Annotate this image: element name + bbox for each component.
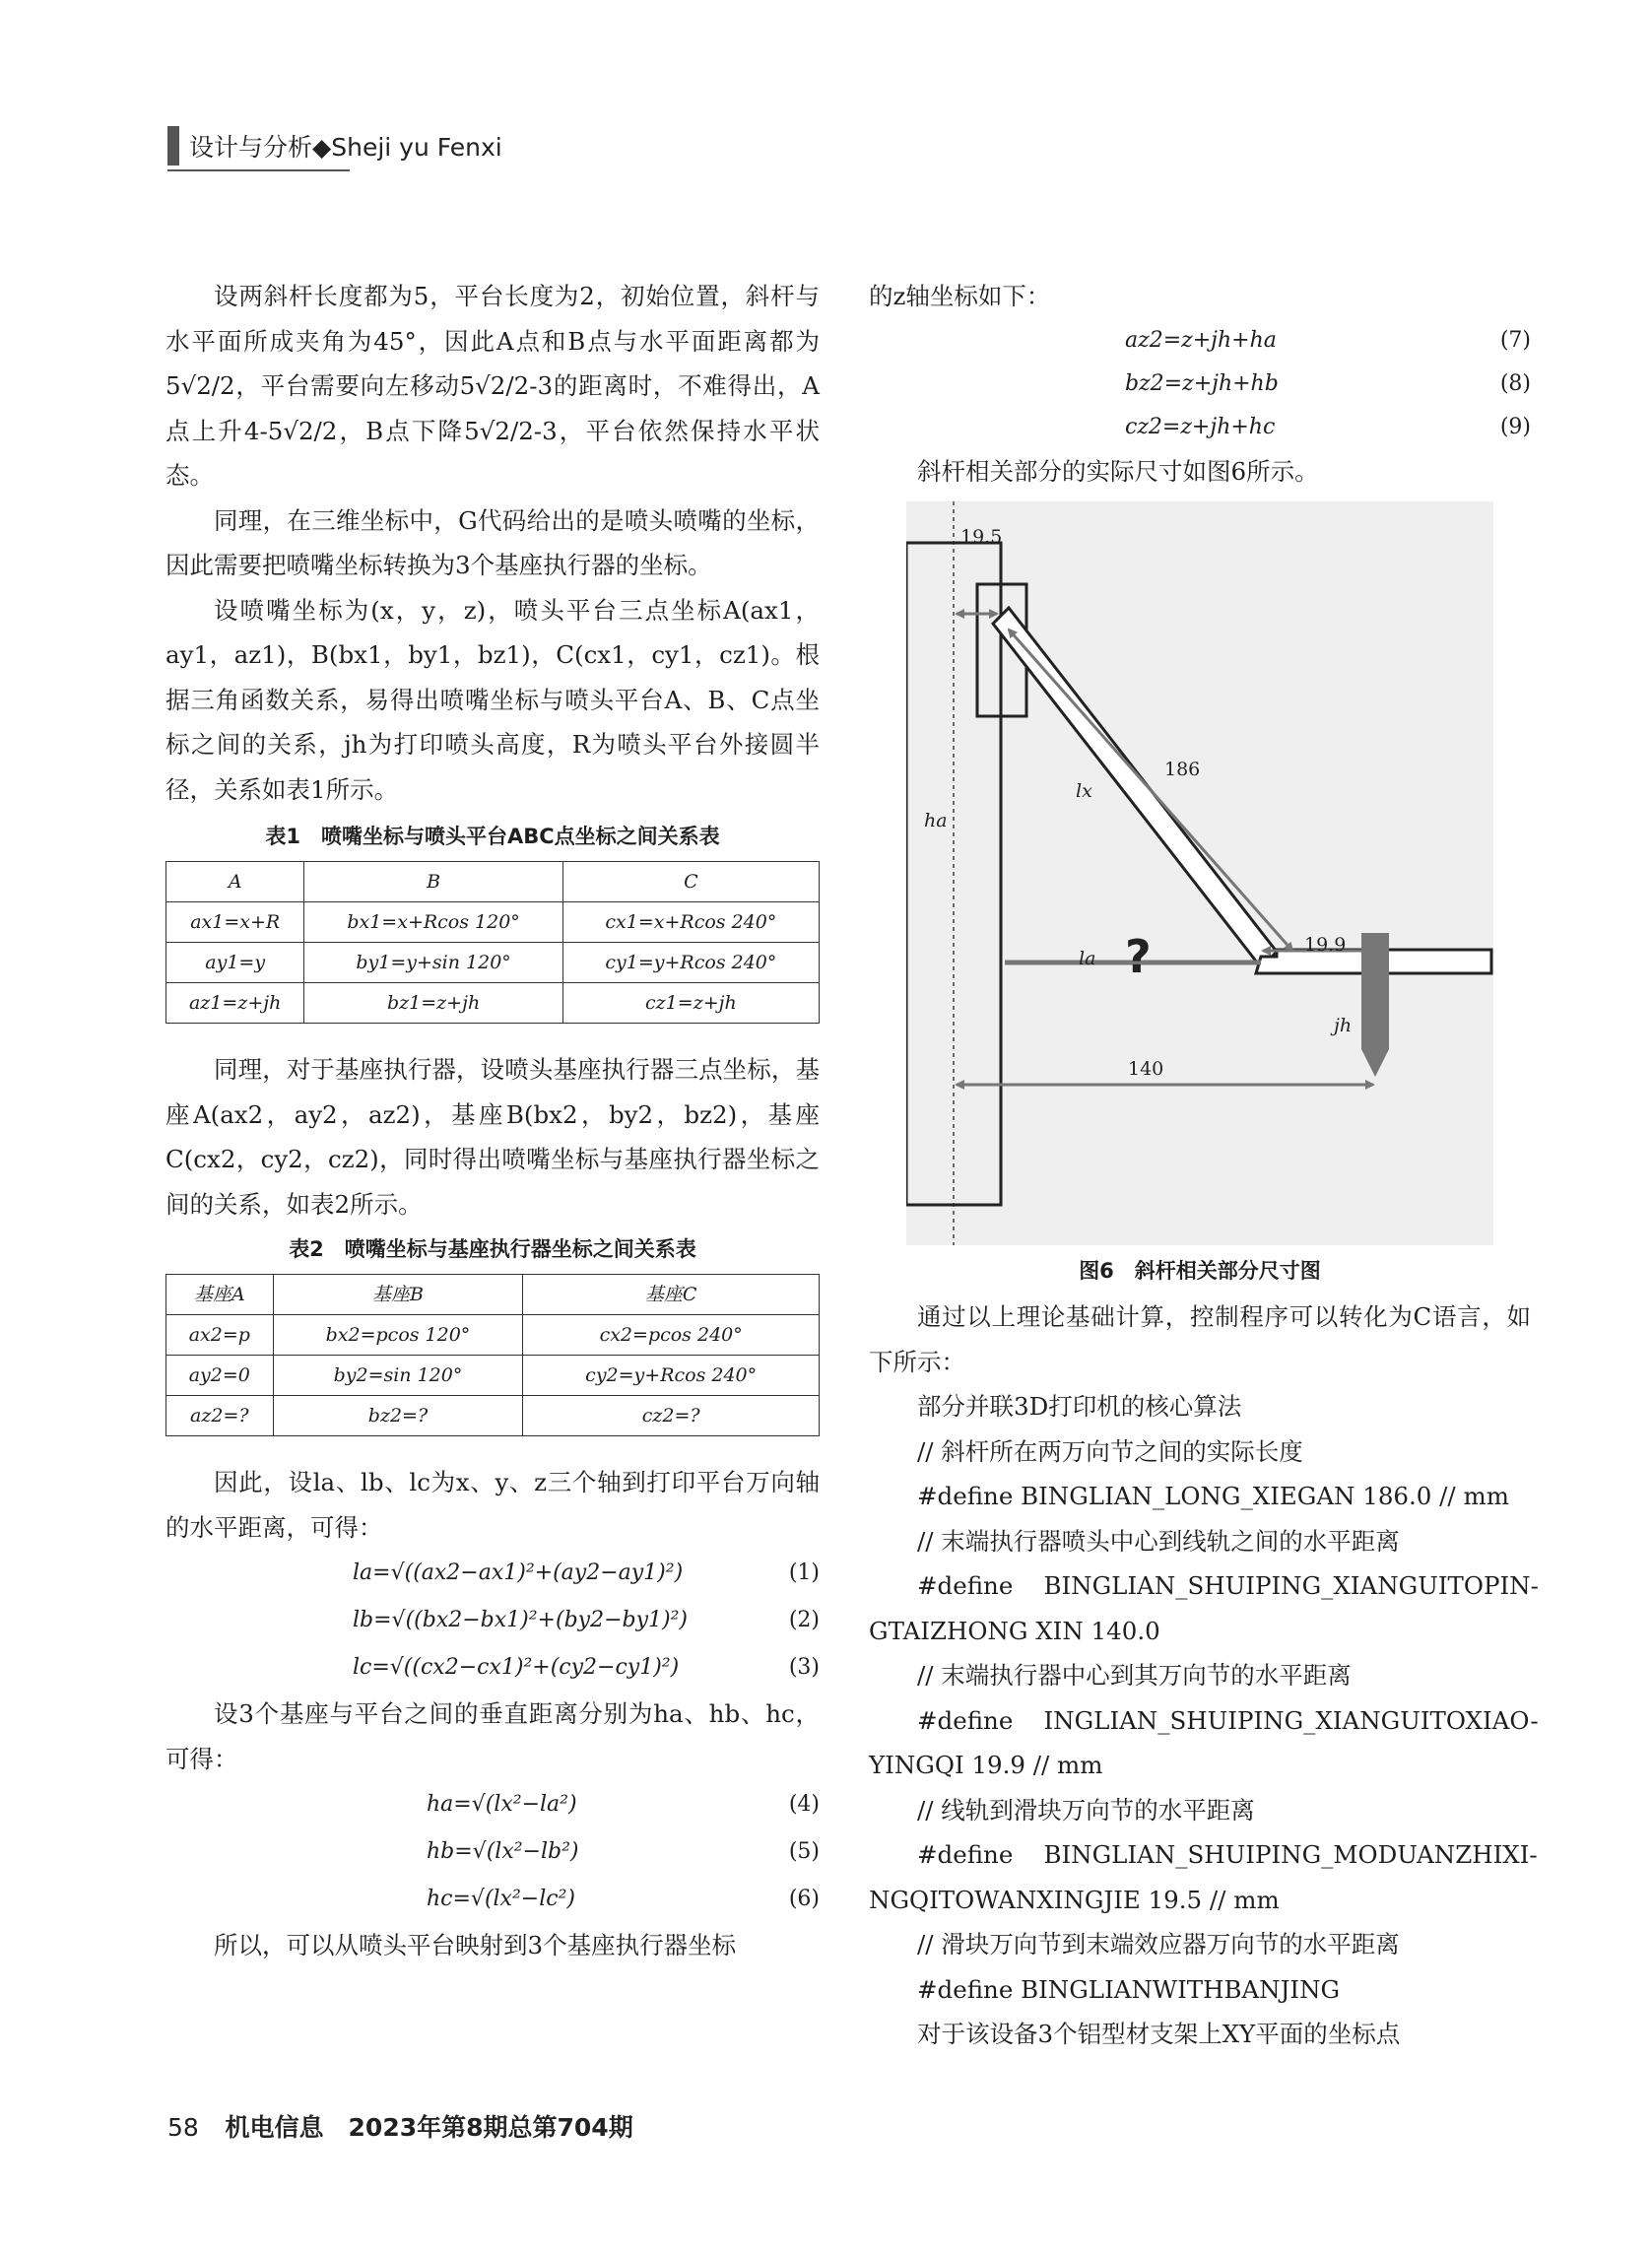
equation-formula: hc=√(lx²−lc²) (427, 1887, 575, 1911)
dim-label-19-5: 19.5 (960, 526, 1003, 548)
table-header: C (562, 862, 819, 902)
code-line: NGQITOWANXINGJIE 19.5 // mm (869, 1885, 1280, 1914)
dim-label-140: 140 (1128, 1058, 1164, 1080)
code-line: // 斜杆所在两万向节之间的实际长度 (917, 1436, 1303, 1466)
label-la: la (1079, 948, 1096, 969)
code-line: // 末端执行器喷头中心到线轨之间的水平距离 (917, 1526, 1400, 1556)
table-row (166, 983, 820, 1024)
header-marker (167, 126, 179, 166)
code-line: YINGQI 19.9 // mm (869, 1751, 1103, 1779)
running-header: 设计与分析◆Sheji yu Fenxi (189, 133, 502, 162)
question-mark: ? (1125, 930, 1152, 983)
code-line: // 线轨到滑块万向节的水平距离 (917, 1795, 1255, 1825)
page-number: 58 (167, 2113, 199, 2142)
equation-7 (869, 319, 1531, 363)
equation-formula: bz2=z+jh+hb (1125, 370, 1279, 396)
table-cell: ax2=p (166, 1315, 274, 1356)
table-cell: cy1=y+Rcos 240° (562, 943, 819, 983)
equation-9 (869, 406, 1531, 449)
table-cell: bx1=x+Rcos 120° (304, 902, 562, 943)
equation-formula: az2=z+jh+ha (1125, 327, 1277, 353)
paragraph: 设两斜杆长度都为5，平台长度为2，初始位置，斜杆与水平面所成夹角为45°，因此A点和B点与水平面距离都为5√2/2，平台需要向左移动5√2/2-3的距离时，不难得出，A点上升4-5√2/2，B点下降5√2/2-3，平台依然保持水平状态。 (165, 282, 820, 490)
equation-formula: ha=√(lx²−la²) (427, 1792, 577, 1817)
table2-caption: 表2 喷嘴坐标与基座执行器坐标之间关系表 (289, 1237, 696, 1261)
code-line: // 末端执行器中心到其万向节的水平距离 (917, 1661, 1352, 1690)
table-cell: ax1=x+R (166, 902, 304, 943)
equation-formula: lb=√((bx2−bx1)²+(by2−by1)²) (353, 1608, 689, 1632)
equation-number: (1) (788, 1560, 820, 1585)
paragraph: 所以，可以从喷头平台映射到3个基座执行器坐标 (214, 1931, 737, 1959)
code-line: #define BINGLIAN_SHUIPING_MODUANZHIXI- (917, 1840, 1538, 1869)
figure-6 (906, 501, 1493, 1245)
equation-8 (869, 363, 1531, 406)
dim-label-19-9: 19.9 (1304, 934, 1347, 956)
table-row (166, 1356, 820, 1396)
code-line: 部分并联3D打印机的核心算法 (917, 1392, 1242, 1421)
table-cell: ay2=0 (166, 1356, 274, 1396)
table-header: 基座B (273, 1275, 523, 1315)
table-cell: cx2=pcos 240° (523, 1315, 820, 1356)
right-column (869, 274, 1539, 2057)
equation-6 (165, 1876, 820, 1923)
table-header: 基座A (166, 1275, 274, 1315)
diagram (906, 501, 1493, 1245)
equation-2 (165, 1597, 820, 1644)
table2 (165, 1274, 820, 1436)
paragraph: 对于该设备3个铝型材支架上XY平面的坐标点 (917, 2020, 1401, 2048)
label-ha: ha (924, 810, 948, 831)
table-cell: az2=? (166, 1396, 274, 1436)
paragraph: 斜杆相关部分的实际尺寸如图6所示。 (917, 456, 1319, 486)
code-line: #define BINGLIAN_LONG_XIEGAN 186.0 // mm (917, 1482, 1509, 1510)
code-line: GTAIZHONG XIN 140.0 (869, 1616, 1160, 1645)
table1-caption: 表1 喷嘴坐标与喷头平台ABC点坐标之间关系表 (265, 825, 720, 848)
paragraph: 设喷嘴坐标为(x，y，z)，喷头平台三点坐标A(ax1，ay1，az1)，B(bx1，by1，bz1)，C(cx1，cy1，cz1)。根据三角函数关系，易得出喷嘴坐标与喷头平台A、B、C点坐标之间的关系，jh为打印喷头高度，R为喷头平台外接圆半径，关系如表1所示。 (165, 595, 820, 804)
table-cell: az1=z+jh (166, 983, 304, 1024)
table-cell: bx2=pcos 120° (273, 1315, 523, 1356)
paragraph: 通过以上理论基础计算，控制程序可以转化为C语言，如下所示： (869, 1302, 1531, 1376)
journal-info: 机电信息 2023年第8期总第704期 (225, 2113, 633, 2142)
label-jh: jh (1334, 1015, 1353, 1036)
equation-1 (165, 1550, 820, 1597)
table1 (165, 861, 820, 1024)
equation-number: (6) (788, 1887, 820, 1911)
table-cell: cz2=? (523, 1396, 820, 1436)
equation-formula: lc=√((cx2−cx1)²+(cy2−cy1)²) (353, 1655, 680, 1680)
code-line: // 滑块万向节到末端效应器万向节的水平距离 (917, 1930, 1400, 1958)
table-row (166, 943, 820, 983)
dim-label-186: 186 (1164, 759, 1201, 780)
equation-number: (7) (1499, 327, 1531, 353)
code-block (869, 1384, 1539, 2012)
paragraph: 因此，设la、lb、lc为x、y、z三个轴到打印平台万向轴的水平距离，可得： (165, 1468, 820, 1542)
dimension-186 (1009, 630, 1292, 951)
table-cell: by1=y+sin 120° (304, 943, 562, 983)
code-line: #define INGLIAN_SHUIPING_XIANGUITOXIAO- (917, 1705, 1539, 1735)
label-lx: lx (1076, 780, 1092, 802)
figure-caption: 图6 斜杆相关部分尺寸图 (1079, 1259, 1321, 1283)
equation-number: (9) (1499, 414, 1531, 439)
code-line: #define BINGLIAN_SHUIPING_XIANGUITOPIN- (917, 1571, 1539, 1600)
table-cell: cy2=y+Rcos 240° (523, 1356, 820, 1396)
paragraph: 设3个基座与平台之间的垂直距离分别为ha、hb、hc，可得： (165, 1699, 820, 1773)
equation-number: (4) (788, 1792, 820, 1817)
equation-5 (165, 1828, 820, 1876)
table-cell: bz1=z+jh (304, 983, 562, 1024)
equation-number: (5) (788, 1839, 820, 1864)
table-cell: cx1=x+Rcos 240° (562, 902, 819, 943)
equation-formula: la=√((ax2−ax1)²+(ay2−ay1)²) (353, 1560, 684, 1585)
table-cell: ay1=y (166, 943, 304, 983)
table-cell: bz2=? (273, 1396, 523, 1436)
table-row (166, 1315, 820, 1356)
paragraph: 同理，对于基座执行器，设喷头基座执行器三点坐标，基座A(ax2，ay2，az2)，基座B(bx2，by2，bz2)，基座C(cx2，cy2，cz2)，同时得出喷嘴坐标与基座执行器坐标之间的关系，如表2所示。 (165, 1055, 820, 1219)
left-column (165, 274, 820, 1968)
page-footer (167, 2108, 633, 2144)
table-cell: by2=sin 120° (273, 1356, 523, 1396)
equation-3 (165, 1644, 820, 1692)
table-header: B (304, 862, 562, 902)
table-row (166, 902, 820, 943)
paragraph: 同理，在三维坐标中，G代码给出的是喷头喷嘴的坐标，因此需要把喷嘴坐标转换为3个基座执行器的坐标。 (165, 505, 820, 579)
equation-4 (165, 1781, 820, 1828)
code-line: #define BINGLIANWITHBANJING (917, 1974, 1341, 2004)
table-cell: cz1=z+jh (562, 983, 819, 1024)
equation-number: (2) (788, 1608, 820, 1632)
header-rule (167, 169, 350, 171)
equation-formula: hb=√(lx²−lb²) (427, 1839, 579, 1864)
paragraph: 的z轴坐标如下： (869, 282, 1051, 310)
equation-number: (3) (788, 1655, 820, 1680)
equation-formula: cz2=z+jh+hc (1125, 414, 1276, 439)
nozzle-tip (1361, 1049, 1389, 1077)
table-header: A (166, 862, 304, 902)
equation-number: (8) (1499, 370, 1531, 396)
table-header: 基座C (523, 1275, 820, 1315)
table-row (166, 1396, 820, 1436)
